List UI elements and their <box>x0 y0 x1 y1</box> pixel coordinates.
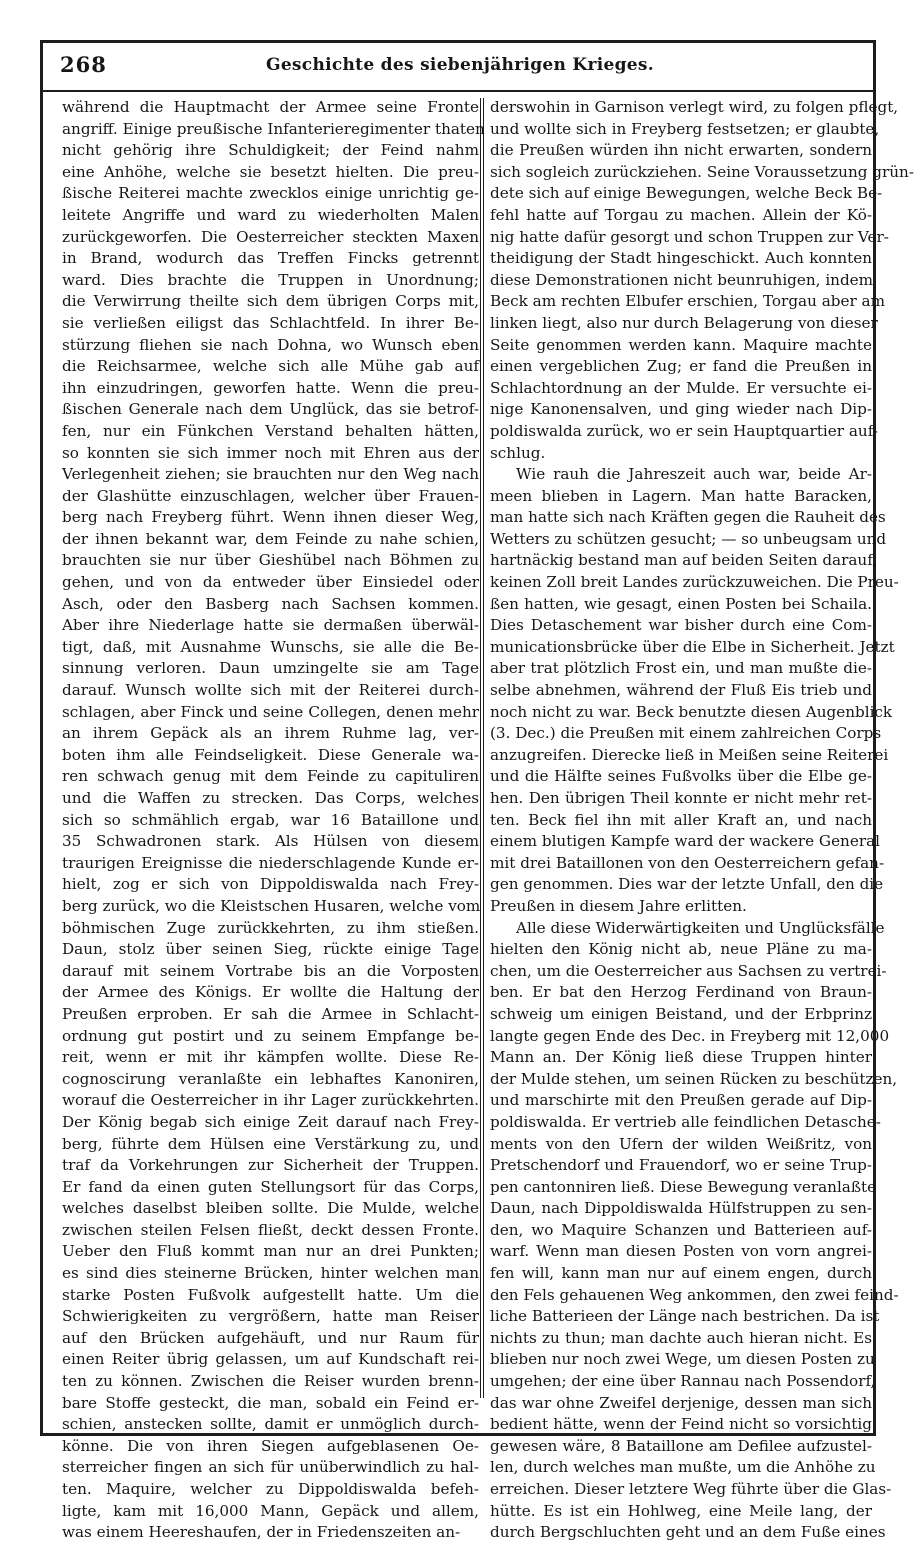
text-line: traf da Vorkehrungen zur Sicherheit der Truppen. <box>62 1156 479 1175</box>
text-line: hen. Den übrigen Theil konnte er nicht mehr ret- <box>490 789 872 807</box>
text-line: hielt, zog er sich von Dippoldiswalda nach Frey- <box>62 875 479 894</box>
text-line: der Armee des Königs. Er wollte die Haltung der <box>62 983 479 1002</box>
page-header <box>60 52 860 86</box>
text-line: Er fand da einen guten Stellungsort für das Corps, <box>62 1177 479 1196</box>
text-line: Beck am rechten Elbufer erschien, Torgau aber am <box>490 292 886 311</box>
text-line: einen vergeblichen Zug; er fand die Preußen in <box>490 357 872 376</box>
text-line: der Glashütte einzuschlagen, welcher über Frauen- <box>62 486 479 505</box>
text-line: berg zurück, wo die Kleistschen Husaren, welche vom <box>62 896 481 915</box>
text-line: bare Stoffe gesteckt, die man, sobald ein Feind er- <box>62 1393 479 1412</box>
text-line: aber trat plötzlich Frost ein, und man mußte die- <box>490 659 872 678</box>
text-line: Ueber den Fluß kommt man nur an drei Punkten; <box>62 1242 479 1261</box>
text-line: was einem Heereshaufen, der in Friedenszeiten an- <box>62 1523 461 1542</box>
text-line: gehen, und von da entweder über Einsiedel oder <box>62 573 479 592</box>
text-line: angriff. Einige preußische Infanterieregimenter thaten <box>62 119 485 138</box>
text-line: zurückgeworfen. Die Oesterreicher steckten Maxen <box>62 227 479 246</box>
text-line: Mann an. Der König ließ diese Truppen hinter <box>490 1048 872 1067</box>
text-line: starke Posten Fußvolk aufgestellt hatte. Um die <box>62 1285 479 1304</box>
text-line: böhmischen Zuge zurückkehrten, zu ihm stießen. <box>62 918 479 937</box>
text-line: darauf mit seinem Vortrabe bis an die Vorposten <box>62 961 479 980</box>
text-line: nichts zu thun; man dachte auch hieran nicht. Es <box>490 1328 872 1347</box>
text-line: die Reichsarmee, welche sich alle Mühe gab auf <box>62 357 479 376</box>
text-line: traurigen Ereignisse die niederschlagende Kunde er- <box>62 853 479 872</box>
text-line: schlagen, aber Finck und seine Collegen, denen mehr <box>62 702 479 721</box>
page-number: 268 <box>60 52 107 77</box>
text-line: diese Demonstrationen nicht beunruhigen, indem <box>490 270 874 289</box>
text-line: ßen hatten, wie gesagt, einen Posten bei Schaila. <box>490 594 872 613</box>
text-line: Pretschendorf und Frauendorf, wo er seine Trup- <box>490 1156 872 1175</box>
text-line: einen Reiter übrig gelassen, um auf Kundschaft rei- <box>62 1350 479 1369</box>
text-line: sich sogleich zurückziehen. Seine Voraussetzung grün- <box>490 162 914 181</box>
text-line: welches daselbst bleiben sollte. Die Mulde, welche <box>62 1199 479 1218</box>
text-line: Preußen in diesem Jahre erlitten. <box>490 896 747 915</box>
text-line: cognoscirung veranlaßte ein lebhaftes Kanoniren, <box>62 1069 479 1088</box>
text-line: Preußen erproben. Er sah die Armee in Schlacht- <box>62 1004 479 1023</box>
text-line: ligte, kam mit 16,000 Mann, Gepäck und allem, <box>62 1501 479 1520</box>
text-line: an ihrem Gepäck als an ihrem Ruhme lag, ver- <box>62 724 479 743</box>
text-line: und wollte sich in Freyberg festsetzen; er glaubte, <box>490 119 880 138</box>
text-line: der ihnen bekannt war, dem Feinde zu nahe schien, <box>62 529 479 548</box>
text-line: derswohin in Garnison verlegt wird, zu folgen pflegt, <box>490 98 899 116</box>
text-line: gen genommen. Dies war der letzte Unfall, den die <box>490 875 884 894</box>
text-line: schweig um einigen Beistand, und der Erbprinz <box>490 1004 872 1023</box>
right-column <box>490 97 914 1542</box>
text-line: schlug. <box>490 443 546 462</box>
text-line: den Fels gehauenen Weg ankommen, den zwei feind- <box>490 1285 899 1304</box>
text-line: fehl hatte auf Torgau zu machen. Allein der Kö- <box>490 205 872 224</box>
text-line: und die Waffen zu strecken. Das Corps, welches <box>62 789 479 807</box>
text-line: anzugreifen. Dierecke ließ in Meißen seine Reiterei <box>490 745 889 764</box>
text-line: poldiswalda. Er vertrieb alle feindlichen Detasche- <box>490 1112 881 1131</box>
left-column <box>62 97 485 1542</box>
text-line: eine Anhöhe, welche sie besetzt hielten. Die preu- <box>62 162 479 181</box>
text-line: das war ohne Zweifel derjenige, dessen man sich <box>490 1393 872 1412</box>
text-line: boten ihm alle Feindseligkeit. Diese Generale wa- <box>62 745 479 764</box>
text-line: hartnäckig bestand man auf beiden Seiten darauf, <box>490 551 878 570</box>
text-line: selbe abnehmen, während der Fluß Eis trieb und <box>490 681 872 700</box>
text-line: nig hatte dafür gesorgt und schon Truppen zur Ver- <box>490 227 889 246</box>
text-line: ten zu können. Zwischen die Reiser wurden brenn- <box>62 1372 479 1391</box>
text-line: durch Bergschluchten geht und an dem Fuße eines <box>490 1523 886 1542</box>
text-line: stürzung fliehen sie nach Dohna, wo Wunsch eben <box>62 335 479 354</box>
text-line: linken liegt, also nur durch Belagerung von dieser <box>490 313 878 332</box>
text-line: Der König begab sich einige Zeit darauf nach Frey- <box>62 1112 479 1131</box>
text-line: reit, wenn er mit ihr kämpfen wollte. Diese Re- <box>62 1048 479 1067</box>
text-line: gewesen wäre, 8 Bataillone am Defilee aufzustel- <box>490 1436 872 1455</box>
text-line: die Preußen würden ihn nicht erwarten, sondern <box>490 141 872 160</box>
text-line: und marschirte mit den Preußen gerade auf Dip- <box>490 1091 872 1110</box>
text-line: ßische Reiterei machte zwecklos einige unrichtig ge- <box>62 184 479 203</box>
text-line: liche Batterieen der Länge nach bestrichen. Da ist <box>490 1307 880 1326</box>
text-line: Alle diese Widerwärtigkeiten und Unglücksfälle <box>516 918 885 937</box>
text-line: worauf die Oesterreicher in ihr Lager zurückkehrten. <box>62 1091 479 1110</box>
text-line: berg nach Freyberg führt. Wenn ihnen dieser Weg, <box>62 508 479 527</box>
text-line: pen cantonniren ließ. Diese Bewegung veranlaßte <box>490 1177 877 1196</box>
text-line: ten. Maquire, welcher zu Dippoldiswalda befeh- <box>62 1480 479 1498</box>
text-line: warf. Wenn man diesen Posten von vorn angrei- <box>490 1242 872 1261</box>
text-line: erreichen. Dieser letztere Weg führte über die Glas- <box>490 1480 892 1498</box>
text-line: leitete Angriffe und ward zu wiederholten Malen <box>62 205 479 224</box>
text-line: municationsbrücke über die Elbe in Sicherheit. Jetzt <box>490 637 895 656</box>
text-line: sterreicher fingen an sich für unüberwindlich zu hal- <box>62 1458 479 1477</box>
text-line: Wetters zu schützen gesucht; — so unbeugsam und <box>490 529 887 548</box>
text-line: hütte. Es ist ein Hohlweg, eine Meile lang, der <box>490 1501 872 1520</box>
text-line: den, wo Maquire Schanzen und Batterieen auf- <box>490 1220 872 1239</box>
text-line: ward. Dies brachte die Truppen in Unordnung; <box>62 270 479 289</box>
text-line: ßischen Generale nach dem Unglück, das sie betrof- <box>62 400 479 419</box>
text-line: chen, um die Oesterreicher aus Sachsen zu vertrei- <box>490 961 887 980</box>
text-line: bedient hätte, wenn der Feind nicht so vorsichtig <box>490 1415 872 1434</box>
text-line: hielten den König nicht ab, neue Pläne zu ma- <box>490 940 872 959</box>
text-line: Daun, stolz über seinen Sieg, rückte einige Tage <box>62 940 479 959</box>
text-line: nicht gehörig ihre Schuldigkeit; der Feind nahm <box>62 141 479 160</box>
text-line: schien, anstecken sollte, damit er unmöglich durch- <box>62 1415 479 1434</box>
text-line: könne. Die von ihren Siegen aufgeblasenen Oe- <box>62 1436 479 1455</box>
text-line: sich so schmählich ergab, war 16 Bataillone und <box>62 810 479 829</box>
text-line: fen will, kann man nur auf einem engen, durch <box>490 1264 872 1283</box>
text-line: einem blutigen Kampfe ward der wackere General <box>490 832 880 851</box>
text-line: ben. Er bat den Herzog Ferdinand von Braun- <box>490 983 872 1002</box>
column-divider <box>480 98 484 1398</box>
text-line: während die Hauptmacht der Armee seine Fronte <box>62 98 479 116</box>
text-line: man hatte sich nach Kräften gegen die Rauheit des <box>490 508 886 527</box>
text-line: len, durch welches man mußte, um die Anhöhe zu <box>490 1458 876 1477</box>
text-line: umgehen; der eine über Rannau nach Possendorf, <box>490 1372 876 1391</box>
header-rule <box>42 90 873 92</box>
text-line: langte gegen Ende des Dec. in Freyberg mit 12,000 <box>490 1026 890 1045</box>
text-line: es sind dies steinerne Brücken, hinter welchen man <box>62 1264 479 1283</box>
text-line: noch nicht zu war. Beck benutzte diesen Augenblick <box>490 702 893 721</box>
text-line: ren schwach genug mit dem Feinde zu capituliren <box>62 767 479 786</box>
text-line: Daun, nach Dippoldiswalda Hülfstruppen zu sen- <box>490 1199 872 1218</box>
text-line: Aber ihre Niederlage hatte sie dermaßen überwäl- <box>62 616 479 635</box>
text-line: ments von den Ufern der wilden Weißritz, von <box>490 1134 872 1153</box>
text-line: nige Kanonensalven, und ging wieder nach Dip- <box>490 400 872 419</box>
text-line: (3. Dec.) die Preußen mit einem zahlreichen Corps <box>490 724 882 743</box>
text-line: die Verwirrung theilte sich dem übrigen Corps mit, <box>62 292 479 311</box>
text-line: tigt, daß, mit Ausnahme Wunschs, sie alle die Be- <box>62 637 479 656</box>
text-line: Verlegenheit ziehen; sie brauchten nur den Weg nach <box>62 465 479 484</box>
text-line: poldiswalda zurück, wo er sein Hauptquartier auf- <box>490 421 878 440</box>
text-line: brauchten sie nur über Gieshübel nach Böhmen zu <box>62 551 479 570</box>
text-line: sie verließen eiligst das Schlachtfeld. In ihrer Be- <box>62 313 479 332</box>
text-line: Asch, oder den Basberg nach Sachsen kommen. <box>62 594 479 613</box>
text-line: mit drei Bataillonen von den Oesterreichern gefan- <box>490 853 885 872</box>
running-title: Geschichte des siebenjährigen Krieges. <box>266 55 654 75</box>
text-line: ordnung gut postirt und zu seinem Empfange be- <box>62 1026 479 1045</box>
text-line: zwischen steilen Felsen fließt, deckt dessen Fronte. <box>62 1220 479 1239</box>
text-line: der Mulde stehen, um seinen Rücken zu beschützen, <box>490 1069 898 1088</box>
text-line: keinen Zoll breit Landes zurückzuweichen. Die Preu- <box>490 573 899 592</box>
text-line: Schlachtordnung an der Mulde. Er versuchte ei- <box>490 378 872 397</box>
text-line: berg, führte dem Hülsen eine Verstärkung zu, und <box>62 1134 479 1153</box>
text-line: Wie rauh die Jahreszeit auch war, beide Ar- <box>516 465 872 484</box>
text-line: 35 Schwadronen stark. Als Hülsen von diesem <box>62 832 479 851</box>
text-line: in Brand, wodurch das Treffen Fincks getrennt <box>62 249 479 268</box>
text-line: ten. Beck fiel ihn mit aller Kraft an, und nach <box>490 810 872 829</box>
text-line: auf den Brücken aufgehäuft, und nur Raum für <box>62 1328 479 1347</box>
text-line: so konnten sie sich immer noch mit Ehren aus der <box>62 443 479 462</box>
text-line: ihn einzudringen, geworfen hatte. Wenn die preu- <box>62 378 479 397</box>
text-line: Seite genommen werden kann. Maquire machte <box>490 335 872 354</box>
text-line: meen blieben in Lagern. Man hatte Baracken, <box>490 486 872 505</box>
text-line: darauf. Wunsch wollte sich mit der Reiterei durch- <box>62 681 479 700</box>
text-line: dete sich auf einige Bewegungen, welche Beck Be- <box>490 184 883 203</box>
text-line: sinnung verloren. Daun umzingelte sie am Tage <box>62 659 479 678</box>
text-line: Dies Detaschement war bisher durch eine Com- <box>490 616 872 635</box>
text-line: und die Hälfte seines Fußvolks über die Elbe ge- <box>490 767 872 786</box>
text-line: theidigung der Stadt hingeschickt. Auch konnten <box>490 249 872 268</box>
text-line: Schwierigkeiten zu vergrößern, hatte man Reiser <box>62 1307 479 1326</box>
text-line: fen, nur ein Fünkchen Verstand behalten hätten, <box>62 421 479 440</box>
text-line: blieben nur noch zwei Wege, um diesen Posten zu <box>490 1350 875 1369</box>
